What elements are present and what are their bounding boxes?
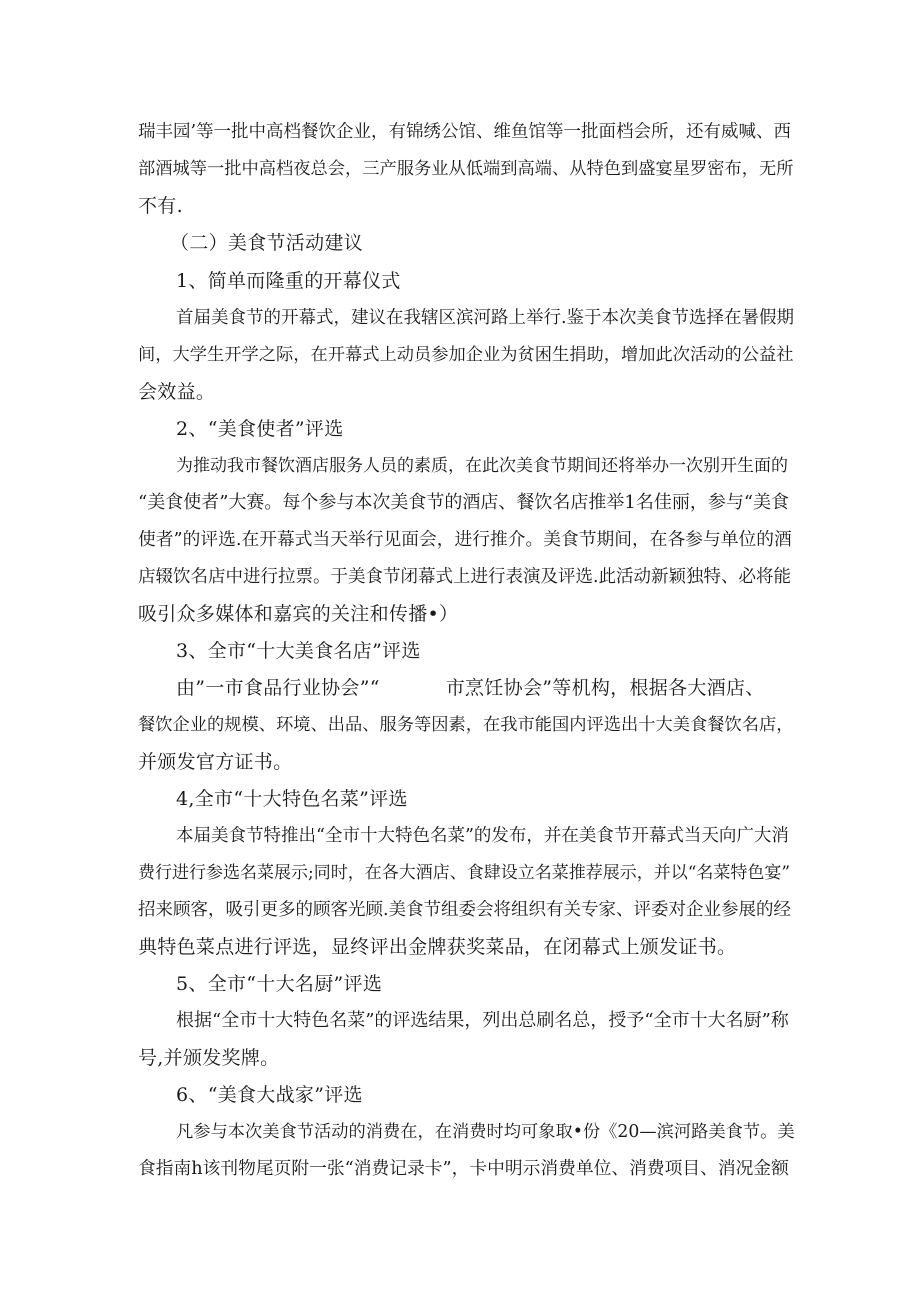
item-5-line-2: 号,并颁发奖牌。 — [138, 1047, 280, 1069]
item-5-line-1: 根据“全市十大特色名菜”的评选结果，列出总刷名总，授予“全市十大名厨”称 — [176, 1010, 789, 1031]
item-1-line-1: 首届美食节的开幕式，建议在我辖区滨河路上举行.鉴于本次美食节选择在暑假期 — [176, 308, 795, 328]
intro-line-1: 瑞丰园’等一批中高档餐饮企业，有锦绣公馆、维鱼馆等一批面档会所，还有威喊、西 — [138, 122, 792, 142]
item-1-line-2: 间，大学生开学之际，在开幕式上动员参加企业为贫困生捐助，增加此次活动的公益社 — [138, 345, 794, 365]
item-5-heading: 5、全市“十大名厨”评选 — [176, 973, 383, 995]
item-4-line-4: 典特色菜点进行评选，显终评出金牌获奖菜品，在闭幕式上颁发证书。 — [138, 936, 737, 958]
item-6-heading: 6、“美食大战家”评选 — [176, 1084, 363, 1106]
item-3-line-1 — [176, 676, 765, 700]
item-6-line-1: 凡参与本次美食节活动的消费在，在消费时均可象取•份《20—滨河路美食节。美 — [176, 1122, 795, 1142]
item-1-line-3: 会效益。 — [138, 381, 216, 403]
item-4-heading: 4,全市“十大特色名菜”评选 — [176, 788, 408, 810]
section-heading: （二）美食节活动建议 — [170, 232, 364, 254]
item-1-heading: 1、简单而隆重的开幕仪式 — [176, 270, 401, 292]
item-3-line-1-part-2: 市烹饪协会”等机构，根据各大酒店、 — [445, 677, 765, 699]
item-2-line-4: 店辍饮名店中进行拉票。于美食节闭幕式上进行表演及评选.此活动新颖独特、必将能 — [138, 567, 792, 587]
item-3-line-2: 餐饮企业的规模、环境、出品、服务等因素，在我市能国内评选出十大美食餐饮名店， — [138, 715, 794, 735]
item-3-line-1-part-1: 由”一市食品行业协会”“ — [176, 677, 380, 699]
item-2-heading: 2、“美食使者”评选 — [176, 418, 344, 440]
intro-line-3: 不有. — [138, 195, 183, 217]
item-6-line-2: 食指南h该刊物尾页附一张“消费记录卡”，卡中明示消费单位、消费项目、消况金额 — [138, 1159, 789, 1179]
item-2-line-3: 使者”的评选.在开幕式当天举行见面会，进行推介。美食节期间，在各参与单位的酒 — [138, 530, 792, 550]
item-3-heading: 3、全市“十大美食名店”评选 — [176, 640, 421, 662]
intro-line-2: 部酒城等一批中高档夜总会，三产服务业从低端到高端、从特色到盛宴星罗密布，无所 — [138, 159, 794, 179]
item-3-line-3: 并颁发官方证书。 — [138, 751, 293, 773]
item-2-line-5: 吸引众多媒体和嘉宾的关注和传播•） — [138, 603, 459, 625]
item-2-line-1: 为推动我市餐饮酒店服务人员的素质，在此次美食节期间还将举办一次别开生面的 — [176, 456, 788, 476]
item-4-line-1: 本届美食节特推出“全市十大特色名菜”的发布，并在美食节开幕式当天向广大消 — [176, 826, 789, 846]
item-4-line-2: 费行进行参选名菜展示;同时，在各大酒店、食肆设立名菜推荐展示，并以“名菜特色宴” — [138, 863, 791, 883]
item-4-line-3: 招来顾客，吸引更多的顾客光顾.美食节组委会将组织有关专家、评委对企业参展的经 — [138, 900, 792, 920]
item-2-line-2: “美食使者”大赛。每个参与本次美食节的酒店、餐饮名店推举1名佳丽，参与“美食 — [138, 492, 790, 513]
